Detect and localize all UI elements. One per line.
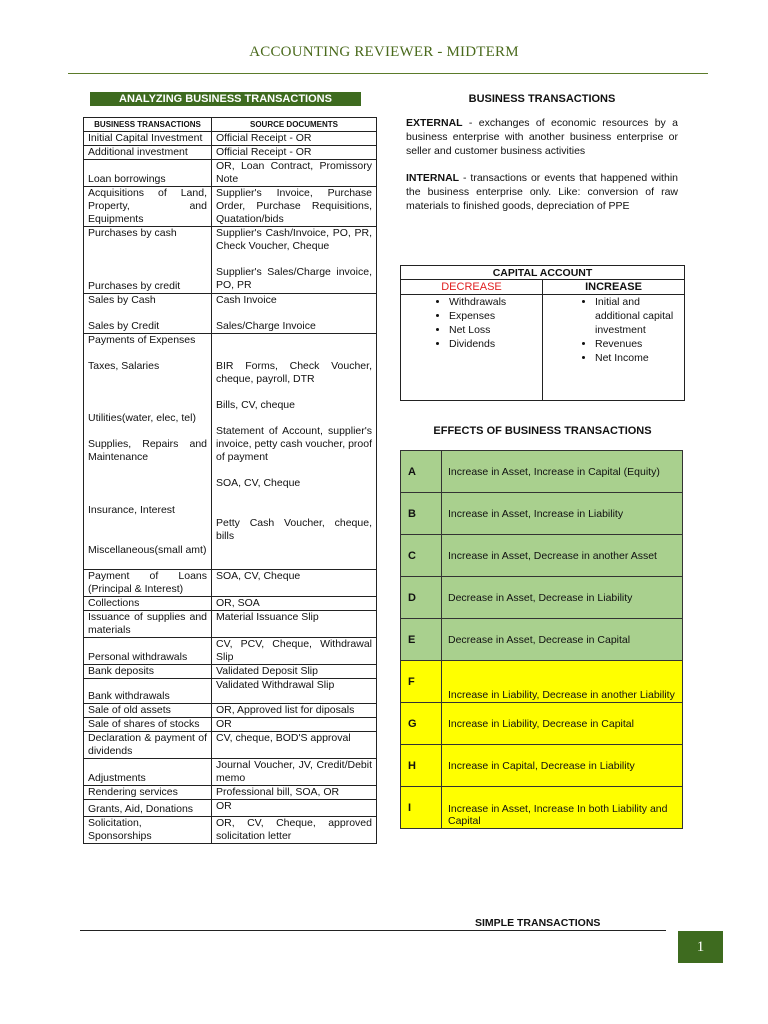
effect-description: Increase in Liability, Decrease in another Liability [442, 661, 683, 703]
table-row [84, 132, 377, 146]
effect-row [401, 745, 683, 787]
table-row [84, 718, 377, 732]
page-number: 1 [678, 931, 723, 963]
table-row [84, 294, 377, 334]
source-document-cell: SOA, CV, Cheque [212, 570, 377, 597]
transaction-cell [84, 334, 212, 570]
table-row [84, 611, 377, 638]
increase-header: INCREASE [543, 280, 685, 295]
transaction-cell: Declaration & payment of dividends [84, 732, 212, 759]
source-document-text: Statement of Account, supplier's invoice, petty cash voucher, proof of payment [216, 425, 372, 463]
effect-description: Increase in Asset, Increase In both Liability and Capital [442, 787, 683, 829]
source-document-cell [212, 334, 377, 570]
effect-description: Decrease in Asset, Decrease in Liability [442, 577, 683, 619]
effect-description: Increase in Capital, Decrease in Liability [442, 745, 683, 787]
effect-row [401, 493, 683, 535]
table-row [84, 665, 377, 679]
external-text: - exchanges of economic resources by a business enterprise with another business enterprise or seller and customer business activities [406, 117, 678, 158]
source-document-cell: OR [212, 718, 377, 732]
table-row [84, 704, 377, 718]
list-item: • Initial and additional capital investment [595, 295, 684, 337]
table-row [84, 732, 377, 759]
transaction-cell: Grants, Aid, Donations [84, 800, 212, 817]
transaction-label: Sales by Credit [88, 320, 160, 332]
table-row [84, 817, 377, 844]
transaction-label: Purchases by credit [88, 280, 181, 292]
transaction-cell: Bank withdrawals [84, 679, 212, 704]
transaction-label: Insurance, Interest [88, 504, 175, 516]
transaction-label: Miscellaneous(small amt) [88, 544, 207, 556]
list-item: • Dividends [449, 337, 542, 351]
simple-transactions-heading: SIMPLE TRANSACTIONS [475, 917, 601, 929]
source-document-cell: Professional bill, SOA, OR [212, 786, 377, 800]
transaction-cell: Personal withdrawals [84, 638, 212, 665]
internal-definition [406, 171, 678, 214]
footer-divider [80, 930, 666, 931]
source-document-text: Bills, CV, cheque [216, 399, 295, 411]
source-document-cell: Journal Voucher, JV, Credit/Debit memo [212, 759, 377, 786]
source-document-text: SOA, CV, Cheque [216, 477, 301, 489]
list-item: • Net Income [595, 351, 684, 365]
increase-list [543, 295, 684, 365]
table-row [84, 334, 377, 570]
source-document-cell: OR, SOA [212, 597, 377, 611]
transaction-cell: Rendering services [84, 786, 212, 800]
effect-letter: A [401, 451, 442, 493]
source-document-text: Petty Cash Voucher, cheque, bills [216, 517, 372, 542]
source-document-text: Sales/Charge Invoice [216, 320, 316, 332]
document-title: ACCOUNTING REVIEWER - MIDTERM [249, 44, 519, 60]
effect-row [401, 577, 683, 619]
effect-description: Decrease in Asset, Decrease in Capital [442, 619, 683, 661]
source-document-cell: CV, PCV, Cheque, Withdrawal Slip [212, 638, 377, 665]
effect-letter: B [401, 493, 442, 535]
decrease-cell [401, 295, 543, 401]
transaction-cell: Payment of Loans (Principal & Interest) [84, 570, 212, 597]
effect-row [401, 703, 683, 745]
source-document-cell: Material Issuance Slip [212, 611, 377, 638]
transaction-cell: Additional investment [84, 146, 212, 160]
effect-description: Increase in Asset, Increase in Liability [442, 493, 683, 535]
table-row [84, 570, 377, 597]
effect-row [401, 451, 683, 493]
effect-description: Increase in Asset, Increase in Capital (Equity) [442, 451, 683, 493]
transaction-label: Supplies, Repairs and Maintenance [88, 438, 207, 463]
transaction-label: Payments of Expenses [88, 334, 196, 346]
list-item: • Net Loss [449, 323, 542, 337]
table-row [84, 679, 377, 704]
list-item: • Revenues [595, 337, 684, 351]
business-transactions-heading: BUSINESS TRANSACTIONS [468, 93, 616, 105]
transaction-cell: Loan borrowings [84, 160, 212, 187]
source-document-text: BIR Forms, Check Voucher, cheque, payroll, DTR [216, 360, 372, 385]
transaction-label: Sales by Cash [88, 294, 156, 306]
section-banner: ANALYZING BUSINESS TRANSACTIONS [90, 92, 361, 106]
source-document-cell: Validated Deposit Slip [212, 665, 377, 679]
effect-letter: G [401, 703, 442, 745]
table-row [84, 227, 377, 294]
internal-term: INTERNAL [406, 172, 460, 184]
effect-letter: D [401, 577, 442, 619]
effect-letter: I [401, 787, 442, 829]
effect-letter: E [401, 619, 442, 661]
transaction-cell: Sale of old assets [84, 704, 212, 718]
transaction-cell: Sale of shares of stocks [84, 718, 212, 732]
increase-cell [543, 295, 685, 401]
capital-account-title: CAPITAL ACCOUNT [401, 266, 685, 280]
table-row [84, 786, 377, 800]
source-document-cell: OR, CV, Cheque, approved solicitation letter [212, 817, 377, 844]
source-document-text: Cash Invoice [216, 294, 277, 306]
effect-row [401, 535, 683, 577]
transaction-label: Utilities(water, elec, tel) [88, 412, 196, 424]
table-row [84, 638, 377, 665]
transaction-cell: Acquisitions of Land, Property, and Equipments [84, 187, 212, 227]
external-definition [406, 116, 678, 159]
source-document-text: Supplier's Cash/Invoice, PO, PR, Check Voucher, Cheque [216, 227, 372, 252]
effect-letter: H [401, 745, 442, 787]
transaction-cell: Initial Capital Investment [84, 132, 212, 146]
source-document-cell: Validated Withdrawal Slip [212, 679, 377, 704]
effect-row [401, 619, 683, 661]
source-document-cell: OR, Approved list for diposals [212, 704, 377, 718]
source-document-text: Supplier's Sales/Charge invoice, PO, PR [216, 266, 372, 291]
source-document-cell: Supplier's Invoice, Purchase Order, Purchase Requisitions, Quatation/bids [212, 187, 377, 227]
transaction-label: Purchases by cash [88, 227, 177, 239]
table-row [84, 597, 377, 611]
decrease-list [401, 295, 542, 351]
column-header-transactions: BUSINESS TRANSACTIONS [84, 118, 212, 132]
source-document-cell: OR [212, 800, 377, 817]
capital-account-table [400, 265, 685, 401]
transaction-cell: Solicitation, Sponsorships [84, 817, 212, 844]
internal-text: - transactions or events that happened within the business enterprise only. Like: conversion of raw materials to finished goods, depreciation of PPE [406, 172, 678, 213]
table-row [84, 146, 377, 160]
transaction-cell [84, 227, 212, 294]
effect-description: Increase in Asset, Decrease in another Asset [442, 535, 683, 577]
effect-row [401, 661, 683, 703]
source-document-cell: CV, cheque, BOD'S approval [212, 732, 377, 759]
transaction-cell [84, 294, 212, 334]
transaction-cell: Collections [84, 597, 212, 611]
header-divider [68, 73, 708, 74]
column-header-source-documents: SOURCE DOCUMENTS [212, 118, 377, 132]
list-item: • Expenses [449, 309, 542, 323]
source-document-cell: Official Receipt - OR [212, 132, 377, 146]
table-row [84, 800, 377, 817]
effect-description: Increase in Liability, Decrease in Capital [442, 703, 683, 745]
list-item: • Withdrawals [449, 295, 542, 309]
effect-letter: F [401, 661, 442, 703]
effect-row [401, 787, 683, 829]
source-document-cell: OR, Loan Contract, Promissory Note [212, 160, 377, 187]
table-row [84, 187, 377, 227]
source-document-cell [212, 294, 377, 334]
source-document-cell: Official Receipt - OR [212, 146, 377, 160]
decrease-header: DECREASE [401, 280, 543, 295]
external-term: EXTERNAL [406, 117, 463, 129]
transactions-table [83, 117, 377, 844]
transaction-cell: Issuance of supplies and materials [84, 611, 212, 638]
table-row [84, 759, 377, 786]
effect-letter: C [401, 535, 442, 577]
table-row [84, 160, 377, 187]
transaction-cell: Bank deposits [84, 665, 212, 679]
effects-heading: EFFECTS OF BUSINESS TRANSACTIONS [433, 425, 652, 437]
transaction-label: Taxes, Salaries [88, 360, 160, 372]
effects-table [400, 450, 683, 829]
transaction-cell: Adjustments [84, 759, 212, 786]
source-document-cell [212, 227, 377, 294]
